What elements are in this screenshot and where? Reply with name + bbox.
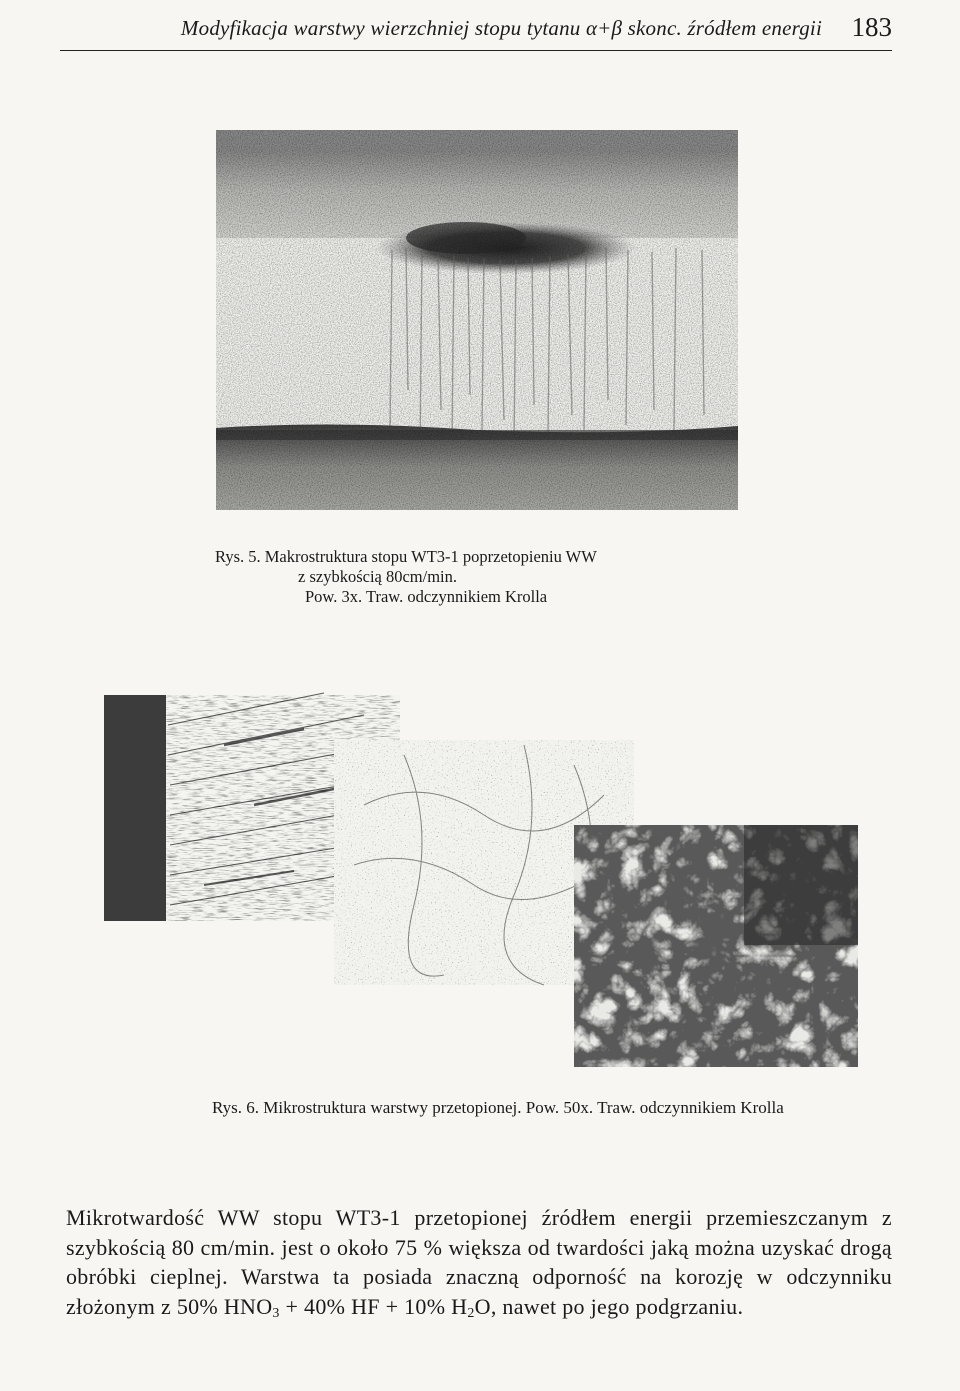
figure-5-caption-line-3: Pow. 3x. Traw. odczynnikiem Krolla — [305, 587, 548, 606]
paragraph-text-3: O, nawet po jego podgrzaniu. — [474, 1293, 744, 1319]
figure-5-caption-line-2: z szybkością 80cm/min. — [298, 567, 458, 586]
page-number: 183 — [851, 12, 892, 42]
figure-5-caption-line-1: Rys. 5. Makrostruktura stopu WT3-1 poprzetopieniu WW — [215, 547, 597, 566]
figure-5-caption — [215, 547, 597, 607]
figure-6-microstructure-collage — [104, 685, 858, 1067]
paragraph-text-2: + 40% HF + 10% H — [279, 1293, 468, 1319]
running-title: Modyfikacja warstwy wierzchniej stopu tytanu α+β skonc. źródłem energii — [180, 16, 822, 40]
figure-5-macrostructure-photo — [216, 130, 738, 510]
paragraph-text-1: Mikrotwardość WW stopu WT3-1 przetopionej źródłem energii przemieszczanym z szybkością 80 cm/min. jest o około 75 % większa od twardości jaką można uzyskać drogą obróbki cieplnej. Warstwa ta posiada znaczną odporność na korozję w odczynniku złożonym z 50% HNO — [66, 1205, 892, 1319]
body-paragraph — [66, 1203, 892, 1321]
figure-6-caption: Rys. 6. Mikrostruktura warstwy przetopionej. Pow. 50x. Traw. odczynnikiem Krolla — [212, 1098, 784, 1117]
page-header — [60, 14, 892, 51]
paragraph-subscript-1: 3 — [272, 1305, 280, 1321]
paragraph-subscript-2: 2 — [467, 1305, 475, 1321]
